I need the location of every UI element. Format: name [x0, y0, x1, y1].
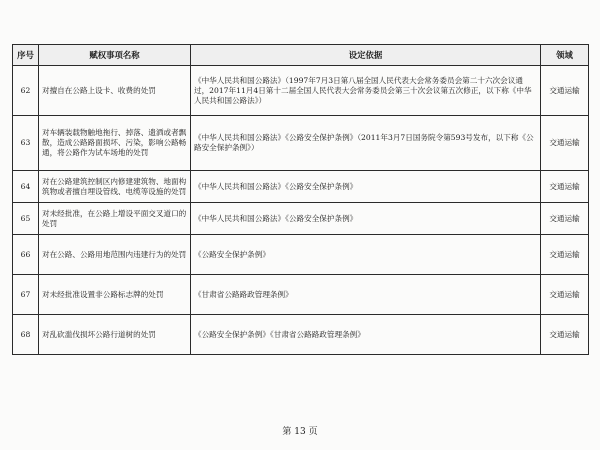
- table-row: [13, 235, 589, 275]
- table-row: [13, 275, 589, 315]
- row-item: 对未经批准，在公路上增设平面交叉道口的处罚: [39, 203, 191, 235]
- row-basis: 《中华人民共和国公路法》《公路安全保护条例》: [191, 171, 541, 203]
- row-no: 64: [13, 171, 39, 203]
- header-no: 序号: [13, 45, 39, 66]
- row-no: 65: [13, 203, 39, 235]
- authorization-table: [12, 44, 589, 355]
- row-field: 交通运输: [541, 171, 589, 203]
- header-field: 领域: [541, 45, 589, 66]
- row-no: 66: [13, 235, 39, 275]
- table-row: [13, 116, 589, 171]
- page-number: 第 13 页: [282, 427, 318, 437]
- header-item: 赋权事项名称: [39, 45, 191, 66]
- row-no: 62: [13, 66, 39, 116]
- row-field: 交通运输: [541, 203, 589, 235]
- row-basis: 《中华人民共和国公路法》《公路安全保护条例》（2011年3月7日国务院令第593号发布，以下称《公路安全保护条例》）: [191, 116, 541, 171]
- row-field: 交通运输: [541, 275, 589, 315]
- table-header-row: [13, 45, 589, 66]
- row-field: 交通运输: [541, 116, 589, 171]
- table-row: [13, 203, 589, 235]
- table-row: [13, 315, 589, 355]
- table-row: [13, 171, 589, 203]
- row-basis: 《中华人民共和国公路法》（1997年7月3日第八届全国人民代表大会常务委员会第二十六次会议通过，2017年11月4日第十二届全国人民代表大会常务委员会第三十次会议第五次修正，以下称《中华人民共和国公路法》）: [191, 66, 541, 116]
- row-field: 交通运输: [541, 66, 589, 116]
- row-item: 对擅自在公路上设卡、收费的处罚: [39, 66, 191, 116]
- row-item: 对乱砍滥伐损坏公路行道树的处罚: [39, 315, 191, 355]
- row-no: 63: [13, 116, 39, 171]
- row-field: 交通运输: [541, 315, 589, 355]
- row-basis: 《中华人民共和国公路法》《公路安全保护条例》: [191, 203, 541, 235]
- row-no: 68: [13, 315, 39, 355]
- header-basis: 设定依据: [191, 45, 541, 66]
- row-item: 对未经批准设置非公路标志牌的处罚: [39, 275, 191, 315]
- row-item: 对车辆装载物触地拖行、掉落、遗洒或者飘散，造成公路路面损坏、污染，影响公路畅通，将公路作为试车场地的处罚: [39, 116, 191, 171]
- row-no: 67: [13, 275, 39, 315]
- row-field: 交通运输: [541, 235, 589, 275]
- row-basis: 《公路安全保护条例》《甘肃省公路路政管理条例》: [191, 315, 541, 355]
- row-item: 对在公路、公路用地范围内违建行为的处罚: [39, 235, 191, 275]
- row-item: 对在公路建筑控制区内修建建筑物、地面构筑物或者擅自埋设管线、电缆等设施的处罚: [39, 171, 191, 203]
- row-basis: 《公路安全保护条例》: [191, 235, 541, 275]
- row-basis: 《甘肃省公路路政管理条例》: [191, 275, 541, 315]
- table-row: [13, 66, 589, 116]
